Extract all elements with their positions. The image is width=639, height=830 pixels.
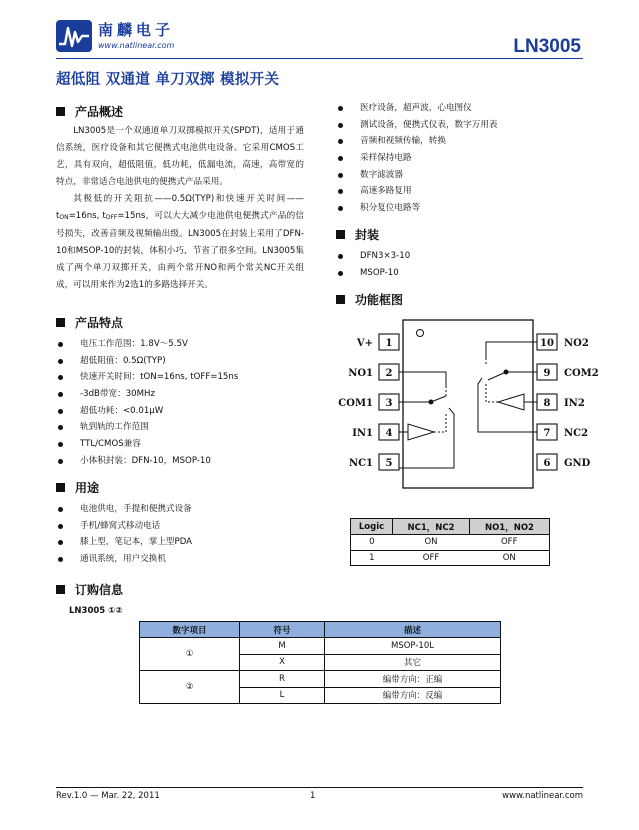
package-list	[336, 248, 410, 281]
features-list	[56, 336, 238, 470]
list-item: 高速多路复用	[336, 183, 498, 200]
pin-label: V+	[356, 338, 373, 349]
section-block-diagram-heading: 功能框图	[336, 291, 403, 308]
applications-list	[336, 100, 498, 217]
table-cell: 其它	[325, 654, 501, 671]
ordering-table	[139, 621, 501, 704]
table-header-row	[140, 622, 501, 638]
list-item: MSOP-10	[336, 265, 410, 282]
pin-number: 10	[540, 338, 554, 349]
list-item: 超低功耗：<0.01μW	[56, 403, 238, 420]
table-header-cell: 描述	[325, 622, 501, 638]
square-bullet-icon	[336, 295, 345, 304]
chip-body	[403, 320, 533, 488]
page-number: 1	[310, 791, 316, 801]
section-overview-heading: 产品概述	[56, 103, 123, 120]
table-header-row	[351, 519, 550, 535]
footer-website[interactable]: www.natlinear.com	[502, 791, 583, 801]
list-item: 电池供电，手提和便携式设备	[56, 501, 192, 518]
functional-block-diagram	[336, 318, 606, 493]
pin-label: IN2	[564, 398, 585, 409]
list-item: 数字滤波器	[336, 167, 498, 184]
footer-revision: Rev.1.0 — Mar. 22, 2011	[56, 791, 160, 801]
table-cell: ON	[393, 535, 470, 551]
company-logo	[56, 20, 92, 52]
table-cell: M	[240, 638, 325, 655]
table-cell: OFF	[469, 535, 549, 551]
list-item: 快速开关时间：tON=16ns, tOFF=15ns	[56, 369, 238, 386]
table-header-cell: 数字项目	[140, 622, 240, 638]
list-item: 采样保持电路	[336, 150, 498, 167]
list-item: 医疗设备，超声波，心电图仪	[336, 100, 498, 117]
pin-number: 5	[385, 458, 393, 469]
logic-table	[350, 518, 550, 566]
table-row	[140, 638, 501, 655]
pin-number: 4	[385, 428, 393, 439]
pin-label: IN1	[352, 428, 373, 439]
list-item: 膝上型，笔记本，掌上型PDA	[56, 534, 192, 551]
table-header-cell: 符号	[240, 622, 325, 638]
pin-label: NC2	[564, 428, 589, 439]
document-title: 超低阻 双通道 单刀双掷 模拟开关	[56, 72, 280, 88]
list-item: DFN3×3-10	[336, 248, 410, 265]
section-ordering-heading: 订购信息	[56, 581, 123, 598]
section-uses-heading: 用途	[56, 479, 99, 496]
table-row	[351, 535, 550, 551]
pin-label: COM1	[338, 398, 373, 409]
pin-number: 8	[543, 398, 551, 409]
table-cell: OFF	[393, 550, 470, 566]
table-cell: ②	[140, 671, 240, 704]
pin-label: NO2	[564, 338, 589, 349]
pin-number: 2	[385, 368, 393, 379]
pin-label: NO1	[348, 368, 373, 379]
list-item: 小体积封装：DFN-10，MSOP-10	[56, 453, 238, 470]
pin-number: 7	[543, 428, 551, 439]
square-bullet-icon	[56, 318, 65, 327]
table-header-cell: Logic	[351, 519, 393, 535]
list-item: 测试设备，便携式仪表，数字万用表	[336, 117, 498, 134]
pin-label: COM2	[564, 368, 599, 379]
table-cell: 1	[351, 550, 393, 566]
overview-paragraph-1: LN3005是一个双通道单刀双掷模拟开关(SPDT)，适用于通信系统，医疗设备和其它便携式电池供电设备。它采用CMOS工艺，具有双向，超低阻值，低功耗，低漏电流，高速，高带宽的特点，非常适合电池供电的便携式产品采用。	[56, 126, 304, 187]
section-package-heading: 封装	[336, 226, 379, 243]
pin-number: 6	[543, 458, 551, 469]
table-header-cell: NC1，NC2	[393, 519, 470, 535]
pin-number: 1	[385, 338, 393, 349]
footer-divider	[56, 787, 583, 788]
table-cell: 编带方向：正编	[325, 671, 501, 688]
table-cell: L	[240, 687, 325, 704]
table-cell: ①	[140, 638, 240, 671]
table-cell: 编带方向：反编	[325, 687, 501, 704]
uses-list	[56, 501, 192, 568]
list-item: 电压工作范围：1.8V～5.5V	[56, 336, 238, 353]
table-row	[351, 550, 550, 566]
table-header-cell: NO1，NO2	[469, 519, 549, 535]
table-cell: X	[240, 654, 325, 671]
list-item: 通讯系统，用户交换机	[56, 551, 192, 568]
switch-channel-2	[478, 342, 537, 432]
pin1-marker	[417, 330, 424, 337]
table-cell: R	[240, 671, 325, 688]
table-cell: 0	[351, 535, 393, 551]
header-website: www.natlinear.com	[98, 41, 175, 50]
pin-number: 9	[543, 368, 551, 379]
header-divider	[56, 58, 583, 59]
list-item: 超低阻值：0.5Ω(TYP)	[56, 353, 238, 370]
list-item: -3dB带宽：30MHz	[56, 386, 238, 403]
section-features-heading: 产品特点	[56, 314, 123, 331]
pin-label: GND	[564, 458, 591, 469]
switch-channel-1	[399, 372, 454, 468]
list-item: TTL/CMOS兼容	[56, 436, 238, 453]
part-number: LN3005	[513, 36, 581, 57]
table-row	[140, 671, 501, 688]
pin-number: 3	[385, 398, 393, 409]
table-cell: MSOP-10L	[325, 638, 501, 655]
overview-text	[56, 123, 304, 294]
list-item: 轨到轨的工作范围	[56, 419, 238, 436]
order-code: LN3005 ①②	[69, 606, 123, 616]
pin-label: NC1	[348, 458, 373, 469]
company-name: 南麟电子	[98, 21, 175, 39]
list-item: 音频和视频传输，转换	[336, 133, 498, 150]
square-bullet-icon	[336, 230, 345, 239]
overview-paragraph-2: 其极低的开关阻抗——0.5Ω(TYP)和快速开关时间——tON=16ns, tOFF=15ns，可以大大减少电池供电便携式产品的信号损失，改善音频及视频输出级。LN3005在封装上采用了DFN-10和MSOP-10的封装，体积小巧，节省了很多空间。LN3005集成了两个单刀双掷开关，由两个常开NO和两个常关NC开关组成，可以用来作为2选1的多路选择开关。	[56, 194, 304, 290]
table-cell: ON	[469, 550, 549, 566]
square-bullet-icon	[56, 483, 65, 492]
list-item: 手机/蜂窝式移动电话	[56, 518, 192, 535]
square-bullet-icon	[56, 585, 65, 594]
list-item: 积分复位电路等	[336, 200, 498, 217]
square-bullet-icon	[56, 107, 65, 116]
